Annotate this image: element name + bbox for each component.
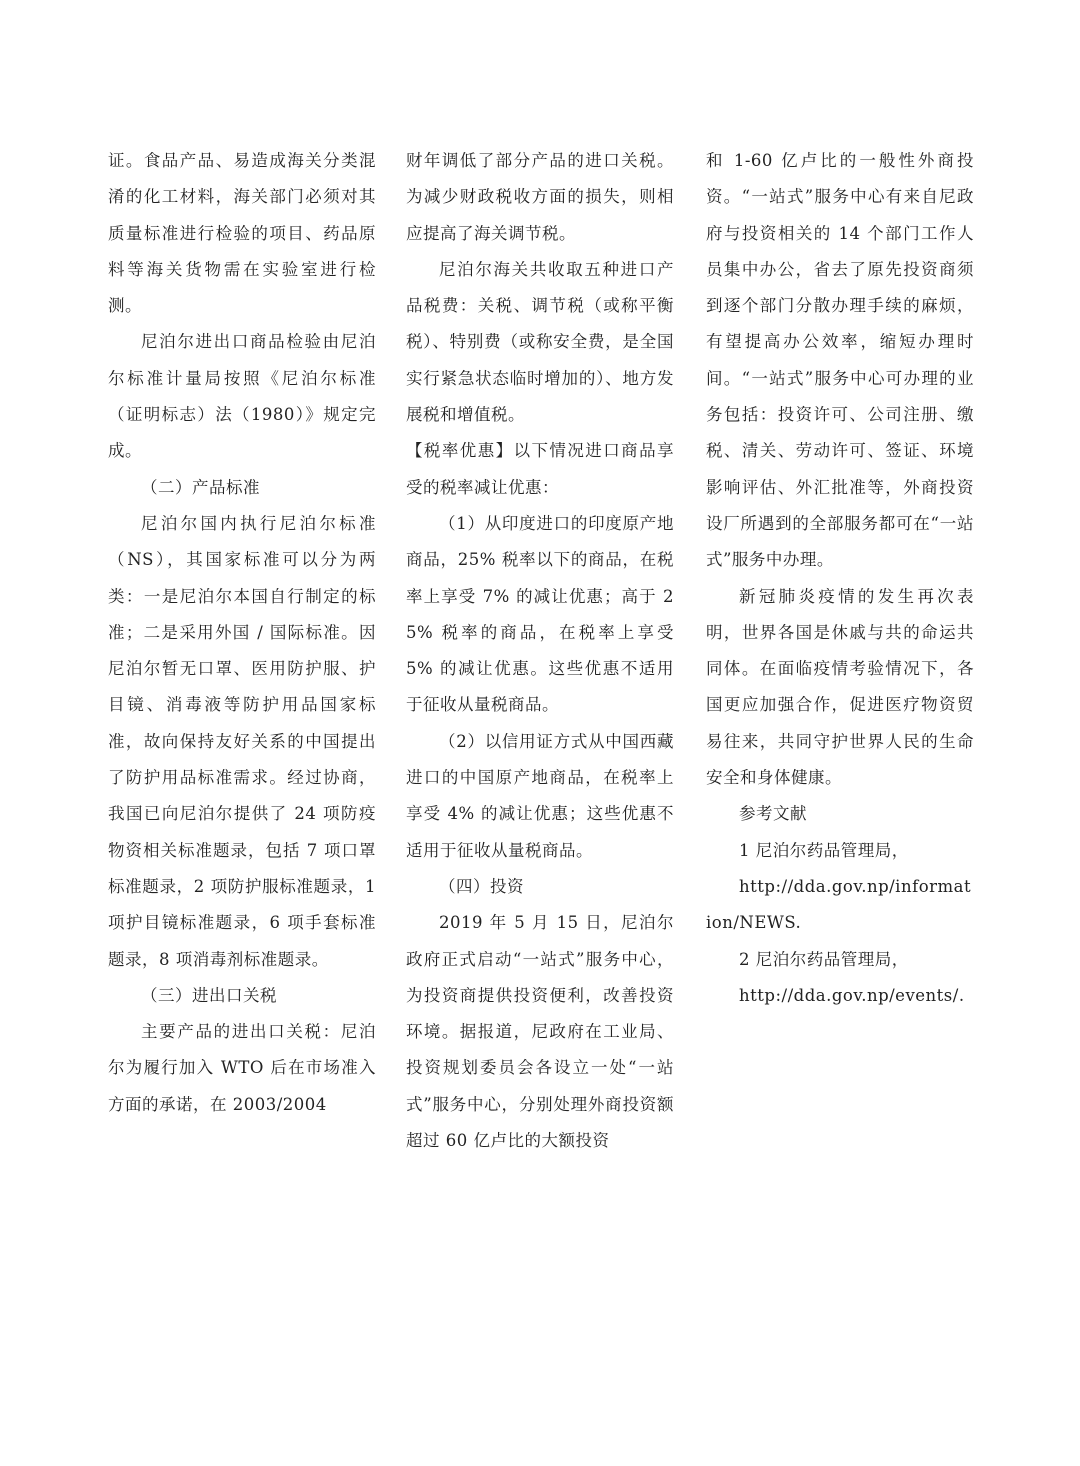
paragraph: 主要产品的进出口关税：尼泊尔为履行加入 WTO 后在市场准入方面的承诺，在 2003/2004 bbox=[108, 1022, 376, 1114]
paragraph: 财年调低了部分产品的进口关税。为减少财政税收方面的损失，则相应提高了海关调节税。 bbox=[406, 151, 674, 243]
section-heading: （二）产品标准 bbox=[141, 477, 260, 497]
paragraph: 尼泊尔海关共收取五种进口产品税费：关税、调节税（或称平衡税）、特别费（或称安全费，是全国实行紧急状态临时增加的）、地方发展税和增值税。 bbox=[406, 259, 674, 425]
text-column-middle bbox=[406, 143, 674, 1159]
reference-url: http://dda.gov.np/information/NEWS. bbox=[706, 876, 972, 933]
paragraph: 2019 年 5 月 15 日，尼泊尔政府正式启动“一站式”服务中心，为投资商提供投资便利，改善投资环境。据报道，尼政府在工业局、投资规划委员会各设立一处“一站式”服务中心，分别处理外商投资额超过 60 亿卢比的大额投资 bbox=[406, 913, 674, 1151]
reference-item: 1 尼泊尔药品管理局， bbox=[739, 840, 909, 860]
list-item: （1）从印度进口的印度原产地商品，25% 税率以下的商品，在税率上享受 7% 的减让优惠；高于 25% 税率的商品，在税率上享受 5% 的减让优惠。这些优惠不适用于征收从量税商品。 bbox=[406, 513, 674, 715]
list-item: （2）以信用证方式从中国西藏进口的中国原产地商品，在税率上享受 4% 的减让优惠；这些优惠不适用于征收从量税商品。 bbox=[406, 731, 674, 860]
paragraph: 证。食品产品、易造成海关分类混淆的化工材料，海关部门必须对其质量标准进行检验的项目、药品原料等海关货物需在实验室进行检测。 bbox=[108, 151, 376, 316]
paragraph: 尼泊尔进出口商品检验由尼泊尔标准计量局按照《尼泊尔标准（证明标志）法（1980）》规定完成。 bbox=[108, 332, 376, 461]
text-column-right bbox=[706, 143, 974, 1014]
paragraph: 【税率优惠】以下情况进口商品享受的税率减让优惠： bbox=[406, 441, 674, 497]
reference-item: 2 尼泊尔药品管理局， bbox=[739, 949, 909, 969]
text-column-left bbox=[108, 143, 376, 1123]
section-heading: （四）投资 bbox=[439, 876, 524, 896]
paragraph: 新冠肺炎疫情的发生再次表明，世界各国是休戚与共的命运共同体。在面临疫情考验情况下，各国更应加强合作，促进医疗物资贸易往来，共同守护世界人民的生命安全和身体健康。 bbox=[706, 586, 974, 788]
references-heading: 参考文献 bbox=[739, 804, 807, 824]
section-heading: （三）进出口关税 bbox=[141, 985, 277, 1005]
paragraph: 尼泊尔国内执行尼泊尔标准（NS），其国家标准可以分为两类：一是尼泊尔本国自行制定的标准；二是采用外国 / 国际标准。因尼泊尔暂无口罩、医用防护服、护目镜、消毒液等防护用品国家标准，故向保持友好关系的中国提出了防护用品标准需求。经过协商，我国已向尼泊尔提供了 24 项防疫物资相关标准题录，包括 7 项口罩标准题录，2 项防护服标准题录，1 项护目镜标准题录，6 项手套标准题录，8 项消毒剂标准题录。 bbox=[108, 513, 376, 969]
paragraph: 和 1-60 亿卢比的一般性外商投资。“一站式”服务中心有来自尼政府与投资相关的 14 个部门工作人员集中办公，省去了原先投资商须到逐个部门分散办理手续的麻烦，有望提高办公效率，缩短办理时间。“一站式”服务中心可办理的业务包括：投资许可、公司注册、缴税、清关、劳动许可、签证、环境影响评估、外汇批准等，外商投资设厂所遇到的全部服务都可在“一站式”服务中办理。 bbox=[706, 151, 974, 570]
reference-url: http://dda.gov.np/events/. bbox=[739, 985, 965, 1005]
